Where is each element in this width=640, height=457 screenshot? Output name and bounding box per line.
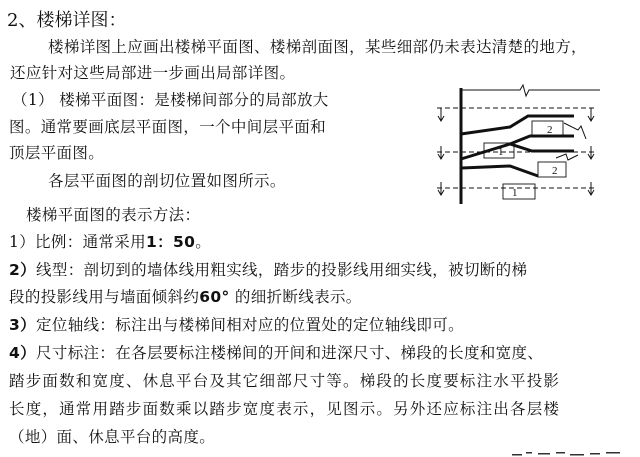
method-scale-suffix: 。	[195, 233, 212, 251]
plan-line-2: 图。通常要画底层平面图，一个中间层平面和	[9, 118, 327, 136]
method-dims-line-3: 长度，通常用踏步面数乘以踏步宽度表示，见图示。另外还应标注出各层楼	[9, 400, 561, 418]
flight-label-1-middle: 1	[498, 146, 504, 158]
method-dims-prefix: 4）	[9, 344, 36, 362]
method-scale	[9, 235, 211, 251]
label-boxes	[484, 121, 566, 199]
watermark-fragment	[512, 449, 632, 457]
stair-plan-diagram	[428, 82, 606, 214]
method-linetype-line-2	[9, 290, 362, 306]
intro-line-1: 楼梯详图上应画出楼梯平面图、楼梯剖面图，某些细部仍未表达清楚的地方，	[48, 38, 587, 56]
method-dims-line-4: （地）面、休息平台的高度。	[9, 428, 216, 446]
method-linetype-text-a: 段的投影线用与墙面倾斜约	[9, 288, 200, 306]
plan-line-3: 顶层平面图。	[9, 144, 105, 162]
method-linetype-text-b: 的细折断线表示。	[229, 288, 362, 306]
top-break-line	[461, 85, 600, 96]
method-scale-prefix: 1）比例：通常采用	[9, 233, 147, 251]
method-dims-line-2: 踏步面数和宽度、休息平台及其它细部尺寸等。梯段的长度要标注水平投影	[9, 372, 561, 390]
flight-label-2-upper: 2	[547, 124, 553, 136]
intro-line-2: 还应针对这些局部进一步画出局部详图。	[10, 64, 296, 82]
flight-label-2-lower: 2	[552, 165, 558, 177]
plan-line-1: （1） 楼梯平面图：是楼梯间部分的局部放大	[12, 91, 329, 109]
method-axis-text: 定位轴线：标注出与楼梯间相对应的位置处的定位轴线即可。	[36, 316, 464, 334]
section-heading: 2、楼梯详图：	[7, 10, 127, 31]
break-mark-lower	[556, 154, 578, 160]
method-linetype-line-1	[9, 263, 527, 279]
methods-title: 楼梯平面图的表示方法：	[26, 206, 201, 224]
method-scale-value: 1：50	[146, 233, 196, 251]
method-linetype-angle: 60°	[199, 288, 230, 306]
method-linetype-text: 线型：剖切到的墙体线用粗实线，踏步的投影线用细实线，被切断的梯	[36, 261, 528, 279]
method-dims-text: 尺寸标注：在各层要标注楼梯间的开间和进深尺寸、梯段的长度和宽度、	[36, 344, 544, 362]
plan-line-4: 各层平面图的剖切位置如图所示。	[48, 172, 286, 190]
method-linetype-prefix: 2）	[9, 261, 36, 279]
method-axis-prefix: 3）	[9, 316, 36, 334]
flight-label-1-bottom: 1	[512, 187, 518, 199]
method-dims-line-1	[9, 346, 543, 362]
method-axis	[9, 318, 464, 334]
